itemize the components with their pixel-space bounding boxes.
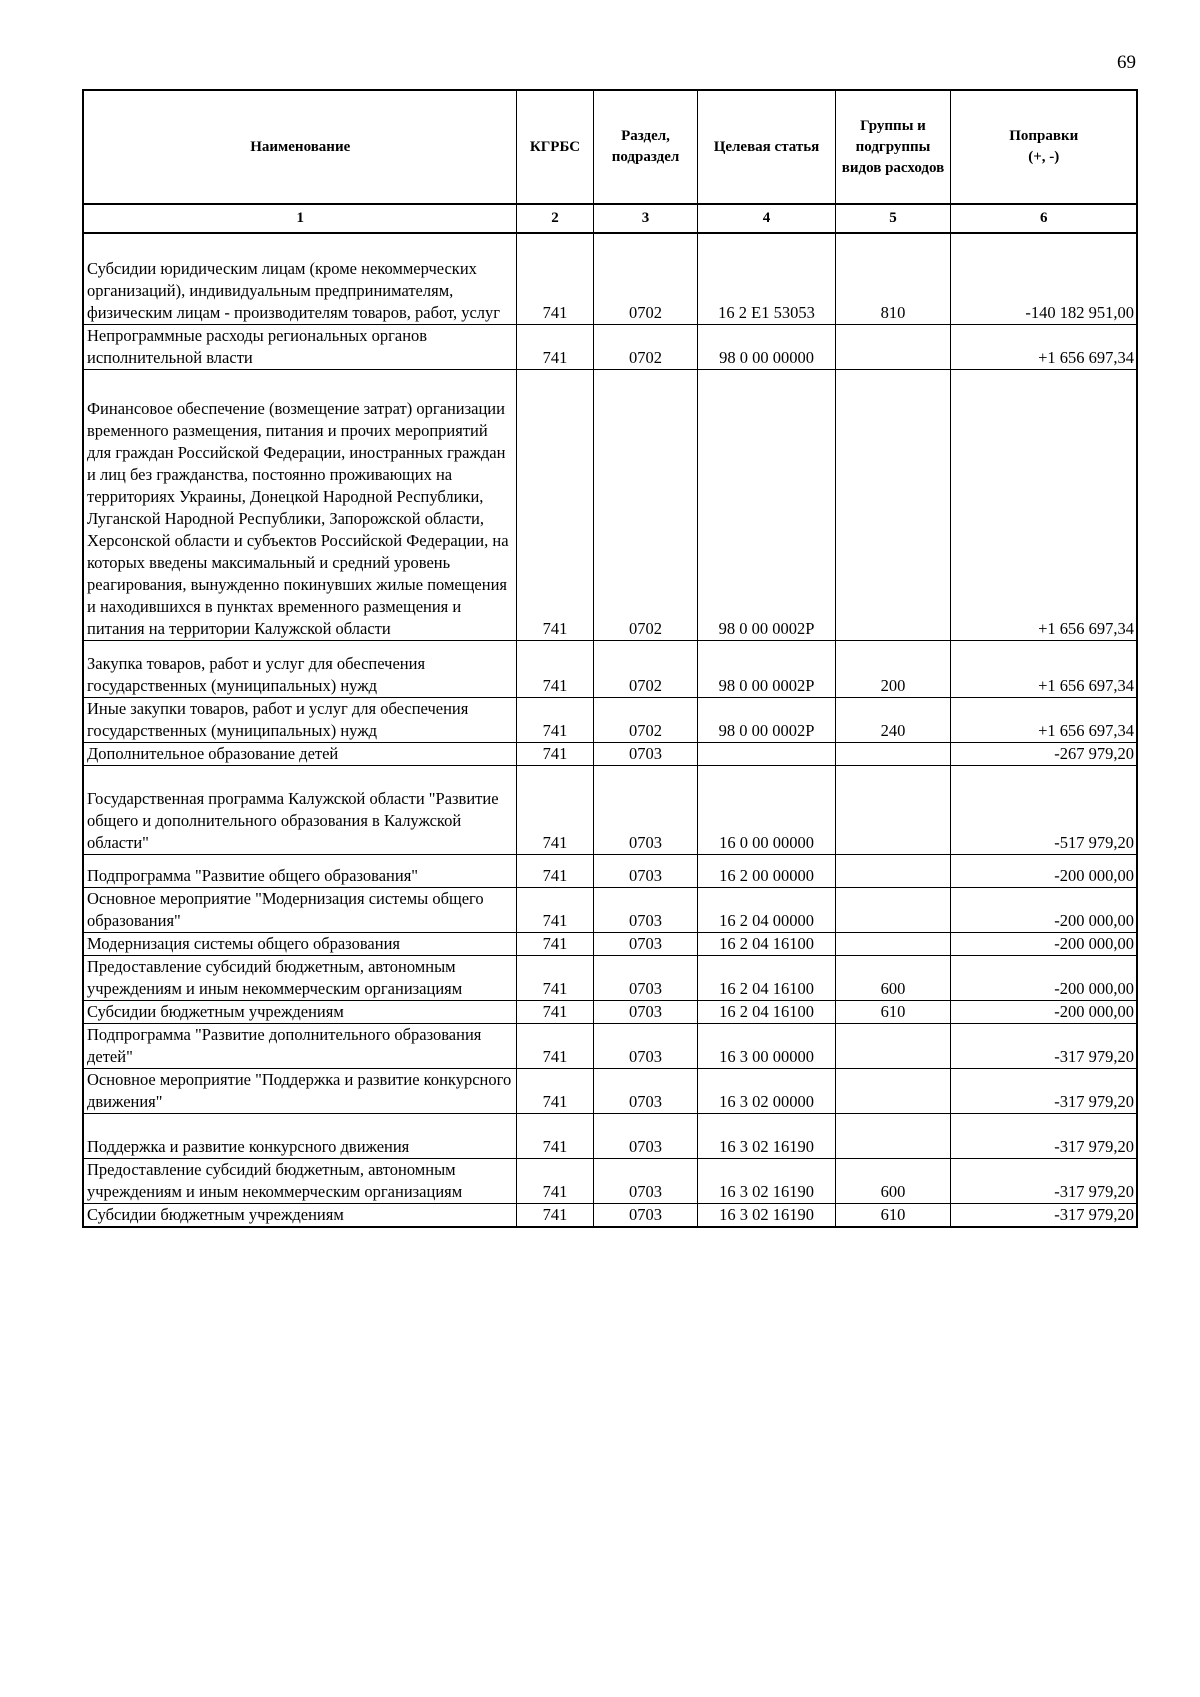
page-number: 69 bbox=[1117, 52, 1136, 73]
row-kgrbs-cell: 741 bbox=[516, 888, 593, 933]
row-target-cell: 98 0 00 0002Р bbox=[697, 698, 835, 743]
row-target-cell: 16 3 02 00000 bbox=[697, 1069, 835, 1114]
row-group-cell bbox=[835, 1114, 950, 1159]
row-group-cell: 810 bbox=[835, 233, 950, 325]
row-name-cell: Модернизация системы общего образования bbox=[83, 933, 516, 956]
row-kgrbs-cell: 741 bbox=[516, 956, 593, 1001]
row-kgrbs-cell: 741 bbox=[516, 743, 593, 766]
row-target-cell: 16 2 04 00000 bbox=[697, 888, 835, 933]
header-amendments bbox=[950, 90, 1137, 204]
row-section-cell: 0703 bbox=[593, 1204, 697, 1228]
row-amount-cell: +1 656 697,34 bbox=[950, 370, 1137, 641]
row-group-cell bbox=[835, 325, 950, 370]
table-row bbox=[83, 855, 1137, 888]
row-kgrbs-cell: 741 bbox=[516, 766, 593, 855]
row-section-cell: 0703 bbox=[593, 1159, 697, 1204]
row-amount-cell: -517 979,20 bbox=[950, 766, 1137, 855]
row-group-cell bbox=[835, 766, 950, 855]
row-kgrbs-cell: 741 bbox=[516, 1114, 593, 1159]
row-section-cell: 0703 bbox=[593, 888, 697, 933]
header-expense-group: Группы и подгруппы видов расходов bbox=[835, 90, 950, 204]
row-section-cell: 0703 bbox=[593, 1001, 697, 1024]
row-group-cell bbox=[835, 370, 950, 641]
row-amount-cell: -200 000,00 bbox=[950, 888, 1137, 933]
row-target-cell: 16 2 04 16100 bbox=[697, 933, 835, 956]
row-amount-cell: -200 000,00 bbox=[950, 855, 1137, 888]
column-number: 1 bbox=[83, 204, 516, 233]
row-kgrbs-cell: 741 bbox=[516, 933, 593, 956]
row-target-cell: 16 2 E1 53053 bbox=[697, 233, 835, 325]
row-kgrbs-cell: 741 bbox=[516, 1069, 593, 1114]
row-name-cell: Государственная программа Калужской области "Развитие общего и дополнительного образования в Калужской области" bbox=[83, 766, 516, 855]
row-amount-cell: -317 979,20 bbox=[950, 1159, 1137, 1204]
row-target-cell: 16 3 02 16190 bbox=[697, 1159, 835, 1204]
row-group-cell bbox=[835, 855, 950, 888]
row-section-cell: 0703 bbox=[593, 855, 697, 888]
row-kgrbs-cell: 741 bbox=[516, 1024, 593, 1069]
table-row bbox=[83, 743, 1137, 766]
table-row bbox=[83, 1024, 1137, 1069]
row-target-cell: 98 0 00 0002Р bbox=[697, 641, 835, 698]
row-kgrbs-cell: 741 bbox=[516, 1001, 593, 1024]
row-amount-cell: -317 979,20 bbox=[950, 1069, 1137, 1114]
table-row bbox=[83, 233, 1137, 325]
row-section-cell: 0702 bbox=[593, 641, 697, 698]
row-target-cell: 16 2 00 00000 bbox=[697, 855, 835, 888]
row-target-cell: 98 0 00 0002Р bbox=[697, 370, 835, 641]
row-section-cell: 0703 bbox=[593, 956, 697, 1001]
row-name-cell: Подпрограмма "Развитие общего образования" bbox=[83, 855, 516, 888]
row-name-cell: Субсидии бюджетным учреждениям bbox=[83, 1001, 516, 1024]
row-amount-cell: +1 656 697,34 bbox=[950, 698, 1137, 743]
table-row bbox=[83, 888, 1137, 933]
row-group-cell: 200 bbox=[835, 641, 950, 698]
row-section-cell: 0703 bbox=[593, 766, 697, 855]
row-amount-cell: +1 656 697,34 bbox=[950, 325, 1137, 370]
table-row bbox=[83, 641, 1137, 698]
row-name-cell: Предоставление субсидий бюджетным, автономным учреждениям и иным некоммерческим организациям bbox=[83, 956, 516, 1001]
row-amount-cell: -317 979,20 bbox=[950, 1114, 1137, 1159]
row-name-cell: Субсидии бюджетным учреждениям bbox=[83, 1204, 516, 1228]
row-name-cell: Финансовое обеспечение (возмещение затрат) организации временного размещения, питания и прочих мероприятий для граждан Российской Федерации, иностранных граждан и лиц без гражданства, постоянно проживающих на территориях Украины, Донецкой Народной Республики, Луганской Народной Республики, Запорожской области, Херсонской области и субъектов Российской Федерации, на которых введены максимальный и средний уровень реагирования, вынужденно покинувших жилые помещения и находившихся в пунктах временного размещения и питания на территории Калужской области bbox=[83, 370, 516, 641]
row-group-cell: 610 bbox=[835, 1204, 950, 1228]
row-name-cell: Дополнительное образование детей bbox=[83, 743, 516, 766]
table-row bbox=[83, 698, 1137, 743]
row-section-cell: 0703 bbox=[593, 1114, 697, 1159]
row-group-cell bbox=[835, 743, 950, 766]
row-section-cell: 0703 bbox=[593, 933, 697, 956]
table-row bbox=[83, 1114, 1137, 1159]
row-group-cell: 240 bbox=[835, 698, 950, 743]
table-row bbox=[83, 956, 1137, 1001]
row-amount-cell: -140 182 951,00 bbox=[950, 233, 1137, 325]
row-kgrbs-cell: 741 bbox=[516, 1204, 593, 1228]
row-section-cell: 0702 bbox=[593, 698, 697, 743]
header-amendments-sign: (+, -) bbox=[1028, 149, 1060, 165]
row-kgrbs-cell: 741 bbox=[516, 325, 593, 370]
table-row bbox=[83, 1159, 1137, 1204]
table-row bbox=[83, 933, 1137, 956]
row-name-cell: Подпрограмма "Развитие дополнительного образования детей" bbox=[83, 1024, 516, 1069]
row-name-cell: Непрограммные расходы региональных органов исполнительной власти bbox=[83, 325, 516, 370]
row-section-cell: 0703 bbox=[593, 1024, 697, 1069]
row-name-cell: Субсидии юридическим лицам (кроме некоммерческих организаций), индивидуальным предпринимателям, физическим лицам - производителям товаров, работ, услуг bbox=[83, 233, 516, 325]
row-name-cell: Поддержка и развитие конкурсного движения bbox=[83, 1114, 516, 1159]
row-target-cell: 16 0 00 00000 bbox=[697, 766, 835, 855]
row-amount-cell: +1 656 697,34 bbox=[950, 641, 1137, 698]
row-name-cell: Иные закупки товаров, работ и услуг для обеспечения государственных (муниципальных) нужд bbox=[83, 698, 516, 743]
row-target-cell: 98 0 00 00000 bbox=[697, 325, 835, 370]
row-name-cell: Основное мероприятие "Модернизация системы общего образования" bbox=[83, 888, 516, 933]
row-amount-cell: -200 000,00 bbox=[950, 933, 1137, 956]
row-amount-cell: -267 979,20 bbox=[950, 743, 1137, 766]
table-row bbox=[83, 325, 1137, 370]
header-section: Раздел, подраздел bbox=[593, 90, 697, 204]
row-kgrbs-cell: 741 bbox=[516, 855, 593, 888]
row-section-cell: 0702 bbox=[593, 325, 697, 370]
row-target-cell: 16 2 04 16100 bbox=[697, 956, 835, 1001]
row-target-cell: 16 3 00 00000 bbox=[697, 1024, 835, 1069]
row-section-cell: 0702 bbox=[593, 233, 697, 325]
table-row bbox=[83, 1204, 1137, 1228]
column-number: 2 bbox=[516, 204, 593, 233]
row-kgrbs-cell: 741 bbox=[516, 698, 593, 743]
row-section-cell: 0702 bbox=[593, 370, 697, 641]
header-target: Целевая статья bbox=[697, 90, 835, 204]
row-amount-cell: -317 979,20 bbox=[950, 1024, 1137, 1069]
row-amount-cell: -200 000,00 bbox=[950, 1001, 1137, 1024]
row-group-cell bbox=[835, 888, 950, 933]
table-row bbox=[83, 1001, 1137, 1024]
header-kgrbs: КГРБС bbox=[516, 90, 593, 204]
row-kgrbs-cell: 741 bbox=[516, 233, 593, 325]
row-kgrbs-cell: 741 bbox=[516, 370, 593, 641]
table-row bbox=[83, 1069, 1137, 1114]
row-target-cell: 16 3 02 16190 bbox=[697, 1114, 835, 1159]
row-target-cell: 16 2 04 16100 bbox=[697, 1001, 835, 1024]
row-target-cell: 16 3 02 16190 bbox=[697, 1204, 835, 1228]
row-section-cell: 0703 bbox=[593, 743, 697, 766]
table-row bbox=[83, 370, 1137, 641]
row-name-cell: Предоставление субсидий бюджетным, автономным учреждениям и иным некоммерческим организациям bbox=[83, 1159, 516, 1204]
row-name-cell: Закупка товаров, работ и услуг для обеспечения государственных (муниципальных) нужд bbox=[83, 641, 516, 698]
row-group-cell bbox=[835, 1024, 950, 1069]
row-group-cell: 600 bbox=[835, 956, 950, 1001]
row-amount-cell: -317 979,20 bbox=[950, 1204, 1137, 1228]
row-group-cell bbox=[835, 1069, 950, 1114]
row-name-cell: Основное мероприятие "Поддержка и развитие конкурсного движения" bbox=[83, 1069, 516, 1114]
column-number: 4 bbox=[697, 204, 835, 233]
row-group-cell bbox=[835, 933, 950, 956]
column-number: 3 bbox=[593, 204, 697, 233]
table-row bbox=[83, 766, 1137, 855]
row-section-cell: 0703 bbox=[593, 1069, 697, 1114]
column-number: 5 bbox=[835, 204, 950, 233]
column-number: 6 bbox=[950, 204, 1137, 233]
header-name: Наименование bbox=[83, 90, 516, 204]
row-group-cell: 600 bbox=[835, 1159, 950, 1204]
row-target-cell bbox=[697, 743, 835, 766]
row-kgrbs-cell: 741 bbox=[516, 1159, 593, 1204]
budget-amendments-table bbox=[82, 89, 1138, 1228]
row-kgrbs-cell: 741 bbox=[516, 641, 593, 698]
row-group-cell: 610 bbox=[835, 1001, 950, 1024]
header-amendments-title: Поправки bbox=[1009, 128, 1079, 144]
row-amount-cell: -200 000,00 bbox=[950, 956, 1137, 1001]
